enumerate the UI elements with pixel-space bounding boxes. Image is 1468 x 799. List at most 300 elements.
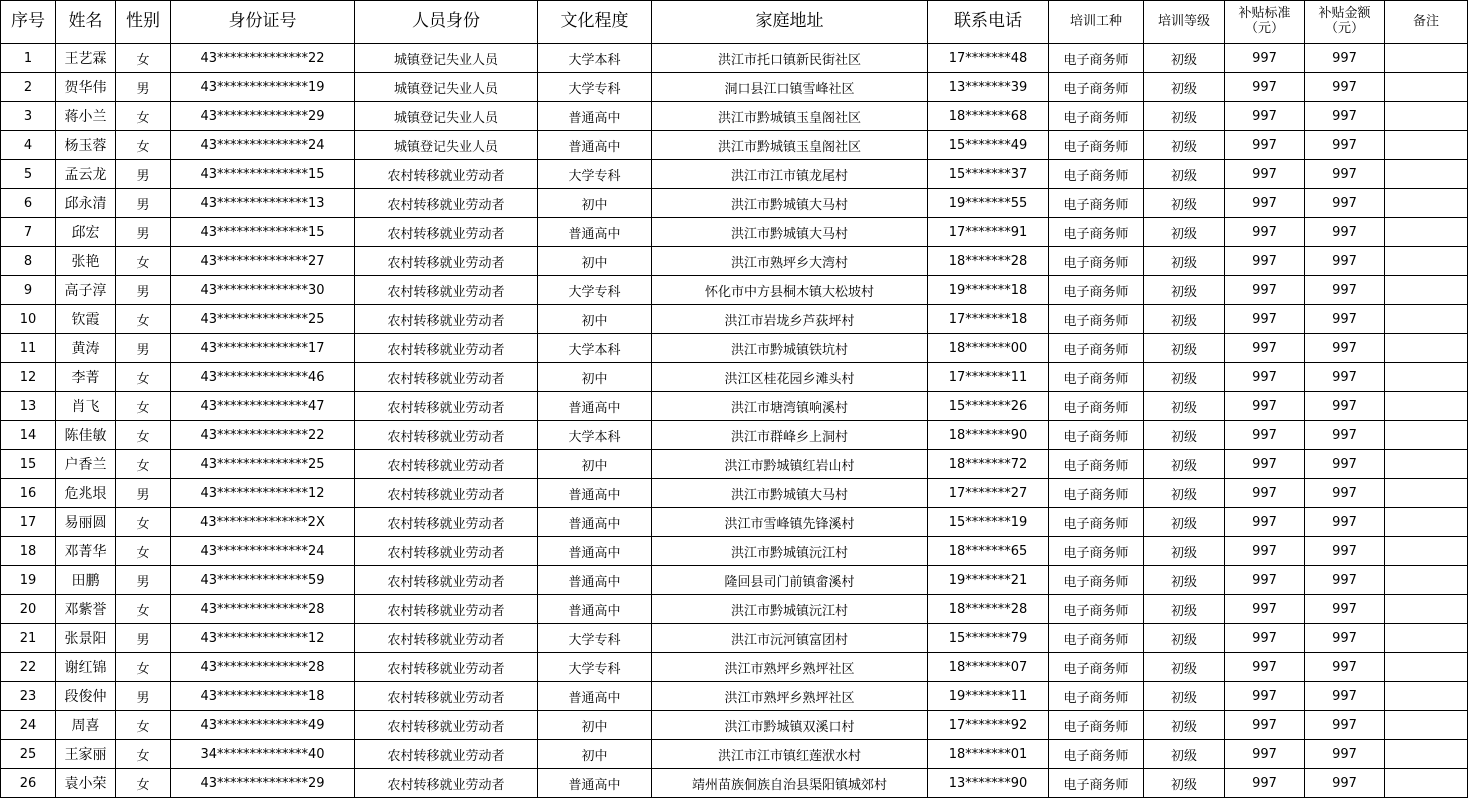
cell-gender: 女 — [116, 711, 171, 740]
header-subsidy-amount — [1305, 1, 1385, 44]
cell-remarks — [1385, 44, 1468, 73]
cell-subsidy-standard: 997 — [1225, 595, 1305, 624]
table-row — [1, 653, 1468, 682]
cell-id-number: 43**************46 — [171, 363, 355, 392]
cell-training-type: 电子商务师 — [1049, 450, 1144, 479]
table-row — [1, 334, 1468, 363]
cell-subsidy-standard: 997 — [1225, 363, 1305, 392]
table-row — [1, 624, 1468, 653]
cell-remarks — [1385, 189, 1468, 218]
cell-training-type: 电子商务师 — [1049, 769, 1144, 798]
cell-training-level: 初级 — [1144, 160, 1225, 189]
header-address: 家庭地址 — [652, 1, 928, 44]
cell-identity: 农村转移就业劳动者 — [355, 421, 538, 450]
cell-identity: 农村转移就业劳动者 — [355, 508, 538, 537]
cell-index: 14 — [1, 421, 56, 450]
cell-index: 22 — [1, 653, 56, 682]
cell-identity: 农村转移就业劳动者 — [355, 653, 538, 682]
cell-identity: 农村转移就业劳动者 — [355, 566, 538, 595]
cell-subsidy-amount: 997 — [1305, 537, 1385, 566]
cell-id-number: 43**************28 — [171, 653, 355, 682]
cell-name: 邱宏 — [56, 218, 116, 247]
cell-remarks — [1385, 218, 1468, 247]
cell-education: 普通高中 — [538, 537, 652, 566]
cell-subsidy-standard: 997 — [1225, 508, 1305, 537]
cell-training-level: 初级 — [1144, 769, 1225, 798]
cell-name: 袁小荣 — [56, 769, 116, 798]
cell-identity: 农村转移就业劳动者 — [355, 189, 538, 218]
cell-identity: 农村转移就业劳动者 — [355, 305, 538, 334]
cell-education: 普通高中 — [538, 682, 652, 711]
cell-training-level: 初级 — [1144, 44, 1225, 73]
cell-phone: 15*******49 — [928, 131, 1049, 160]
cell-phone: 18*******68 — [928, 102, 1049, 131]
cell-training-type: 电子商务师 — [1049, 711, 1144, 740]
cell-gender: 男 — [116, 276, 171, 305]
cell-index: 19 — [1, 566, 56, 595]
cell-id-number: 43**************25 — [171, 450, 355, 479]
cell-name: 田鹏 — [56, 566, 116, 595]
header-training-level: 培训等级 — [1144, 1, 1225, 44]
table-row — [1, 189, 1468, 218]
cell-education: 初中 — [538, 711, 652, 740]
cell-name: 张艳 — [56, 247, 116, 276]
cell-remarks — [1385, 334, 1468, 363]
cell-remarks — [1385, 102, 1468, 131]
cell-name: 钦霞 — [56, 305, 116, 334]
cell-name: 高子淳 — [56, 276, 116, 305]
cell-training-type: 电子商务师 — [1049, 392, 1144, 421]
cell-identity: 农村转移就业劳动者 — [355, 334, 538, 363]
cell-address: 洪江市托口镇新民街社区 — [652, 44, 928, 73]
cell-name: 邓紫誉 — [56, 595, 116, 624]
cell-subsidy-standard: 997 — [1225, 189, 1305, 218]
cell-name: 周喜 — [56, 711, 116, 740]
cell-identity: 农村转移就业劳动者 — [355, 711, 538, 740]
cell-address: 洪江市黔城镇沅江村 — [652, 595, 928, 624]
cell-id-number: 43**************15 — [171, 218, 355, 247]
cell-training-level: 初级 — [1144, 595, 1225, 624]
table-row — [1, 73, 1468, 102]
cell-education: 普通高中 — [538, 769, 652, 798]
cell-training-type: 电子商务师 — [1049, 624, 1144, 653]
cell-id-number: 43**************18 — [171, 682, 355, 711]
cell-training-level: 初级 — [1144, 479, 1225, 508]
cell-subsidy-standard: 997 — [1225, 740, 1305, 769]
cell-name: 谢红锦 — [56, 653, 116, 682]
cell-remarks — [1385, 73, 1468, 102]
cell-identity: 农村转移就业劳动者 — [355, 160, 538, 189]
cell-training-type: 电子商务师 — [1049, 537, 1144, 566]
cell-identity: 城镇登记失业人员 — [355, 44, 538, 73]
cell-subsidy-amount: 997 — [1305, 682, 1385, 711]
cell-index: 20 — [1, 595, 56, 624]
header-subsidy-standard — [1225, 1, 1305, 44]
cell-phone: 18*******01 — [928, 740, 1049, 769]
cell-subsidy-amount: 997 — [1305, 392, 1385, 421]
cell-education: 普通高中 — [538, 508, 652, 537]
cell-address: 洪江市塘湾镇响溪村 — [652, 392, 928, 421]
cell-subsidy-standard: 997 — [1225, 450, 1305, 479]
table-row — [1, 305, 1468, 334]
cell-remarks — [1385, 450, 1468, 479]
cell-phone: 15*******19 — [928, 508, 1049, 537]
cell-address: 洪江市黔城镇红岩山村 — [652, 450, 928, 479]
cell-education: 普通高中 — [538, 218, 652, 247]
cell-subsidy-amount: 997 — [1305, 247, 1385, 276]
cell-subsidy-standard: 997 — [1225, 131, 1305, 160]
header-subsidy-amount-line1: 补贴金额 — [1318, 6, 1371, 22]
cell-index: 6 — [1, 189, 56, 218]
cell-subsidy-amount: 997 — [1305, 653, 1385, 682]
cell-subsidy-amount: 997 — [1305, 624, 1385, 653]
cell-phone: 18*******00 — [928, 334, 1049, 363]
cell-subsidy-standard: 997 — [1225, 479, 1305, 508]
cell-subsidy-standard: 997 — [1225, 218, 1305, 247]
table-row — [1, 44, 1468, 73]
cell-subsidy-standard: 997 — [1225, 305, 1305, 334]
cell-index: 24 — [1, 711, 56, 740]
cell-subsidy-standard: 997 — [1225, 769, 1305, 798]
cell-id-number: 43**************30 — [171, 276, 355, 305]
cell-name: 危兆垠 — [56, 479, 116, 508]
cell-subsidy-amount: 997 — [1305, 218, 1385, 247]
cell-index: 8 — [1, 247, 56, 276]
cell-subsidy-amount: 997 — [1305, 102, 1385, 131]
cell-subsidy-amount: 997 — [1305, 334, 1385, 363]
cell-id-number: 43**************59 — [171, 566, 355, 595]
cell-address: 洞口县江口镇雪峰社区 — [652, 73, 928, 102]
header-index: 序号 — [1, 1, 56, 44]
cell-phone: 18*******65 — [928, 537, 1049, 566]
cell-subsidy-standard: 997 — [1225, 392, 1305, 421]
cell-address: 怀化市中方县桐木镇大松坡村 — [652, 276, 928, 305]
cell-education: 大学本科 — [538, 334, 652, 363]
cell-phone: 17*******18 — [928, 305, 1049, 334]
cell-address: 洪江市黔城镇大马村 — [652, 218, 928, 247]
cell-training-level: 初级 — [1144, 305, 1225, 334]
cell-training-level: 初级 — [1144, 624, 1225, 653]
cell-phone: 18*******72 — [928, 450, 1049, 479]
cell-gender: 女 — [116, 247, 171, 276]
cell-subsidy-amount: 997 — [1305, 305, 1385, 334]
cell-address: 洪江市岩垅乡芦荻坪村 — [652, 305, 928, 334]
cell-index: 5 — [1, 160, 56, 189]
cell-phone: 17*******48 — [928, 44, 1049, 73]
cell-gender: 男 — [116, 624, 171, 653]
cell-address: 洪江市熟坪乡熟坪社区 — [652, 653, 928, 682]
cell-training-level: 初级 — [1144, 421, 1225, 450]
cell-gender: 女 — [116, 537, 171, 566]
cell-gender: 女 — [116, 44, 171, 73]
cell-id-number: 43**************24 — [171, 537, 355, 566]
cell-training-level: 初级 — [1144, 363, 1225, 392]
cell-phone: 18*******28 — [928, 595, 1049, 624]
cell-education: 大学专科 — [538, 653, 652, 682]
table-row — [1, 682, 1468, 711]
cell-name: 户香兰 — [56, 450, 116, 479]
table-row — [1, 508, 1468, 537]
cell-gender: 男 — [116, 566, 171, 595]
cell-education: 初中 — [538, 305, 652, 334]
cell-training-type: 电子商务师 — [1049, 44, 1144, 73]
cell-name: 邓菁华 — [56, 537, 116, 566]
header-remarks: 备注 — [1385, 1, 1468, 44]
cell-subsidy-standard: 997 — [1225, 653, 1305, 682]
cell-address: 洪江市江市镇龙尾村 — [652, 160, 928, 189]
cell-gender: 女 — [116, 392, 171, 421]
table-row — [1, 276, 1468, 305]
cell-id-number: 43**************29 — [171, 769, 355, 798]
cell-training-type: 电子商务师 — [1049, 479, 1144, 508]
cell-gender: 女 — [116, 653, 171, 682]
cell-training-level: 初级 — [1144, 392, 1225, 421]
cell-subsidy-standard: 997 — [1225, 102, 1305, 131]
cell-remarks — [1385, 421, 1468, 450]
header-identity: 人员身份 — [355, 1, 538, 44]
cell-index: 3 — [1, 102, 56, 131]
cell-id-number: 43**************27 — [171, 247, 355, 276]
cell-address: 隆回县司门前镇畲溪村 — [652, 566, 928, 595]
cell-training-type: 电子商务师 — [1049, 102, 1144, 131]
cell-training-level: 初级 — [1144, 218, 1225, 247]
cell-index: 12 — [1, 363, 56, 392]
cell-identity: 城镇登记失业人员 — [355, 102, 538, 131]
cell-remarks — [1385, 740, 1468, 769]
cell-address: 洪江市熟坪乡大湾村 — [652, 247, 928, 276]
cell-phone: 17*******92 — [928, 711, 1049, 740]
cell-gender: 女 — [116, 363, 171, 392]
cell-address: 洪江市沅河镇富团村 — [652, 624, 928, 653]
table-row — [1, 479, 1468, 508]
cell-index: 13 — [1, 392, 56, 421]
cell-gender: 女 — [116, 102, 171, 131]
cell-name: 孟云龙 — [56, 160, 116, 189]
cell-id-number: 43**************22 — [171, 44, 355, 73]
header-name: 姓名 — [56, 1, 116, 44]
cell-index: 11 — [1, 334, 56, 363]
cell-education: 普通高中 — [538, 595, 652, 624]
cell-identity: 农村转移就业劳动者 — [355, 624, 538, 653]
cell-training-level: 初级 — [1144, 682, 1225, 711]
cell-remarks — [1385, 595, 1468, 624]
cell-training-level: 初级 — [1144, 740, 1225, 769]
cell-phone: 15*******26 — [928, 392, 1049, 421]
cell-index: 15 — [1, 450, 56, 479]
cell-identity: 农村转移就业劳动者 — [355, 218, 538, 247]
cell-training-level: 初级 — [1144, 653, 1225, 682]
cell-remarks — [1385, 276, 1468, 305]
cell-education: 普通高中 — [538, 131, 652, 160]
cell-name: 贺华伟 — [56, 73, 116, 102]
cell-training-level: 初级 — [1144, 247, 1225, 276]
cell-education: 初中 — [538, 363, 652, 392]
cell-phone: 19*******11 — [928, 682, 1049, 711]
cell-subsidy-standard: 997 — [1225, 44, 1305, 73]
cell-id-number: 43**************25 — [171, 305, 355, 334]
cell-training-type: 电子商务师 — [1049, 247, 1144, 276]
cell-subsidy-amount: 997 — [1305, 421, 1385, 450]
cell-education: 大学专科 — [538, 160, 652, 189]
cell-subsidy-amount: 997 — [1305, 160, 1385, 189]
cell-training-level: 初级 — [1144, 334, 1225, 363]
cell-name: 段俊仲 — [56, 682, 116, 711]
cell-gender: 男 — [116, 73, 171, 102]
cell-address: 洪江市黔城镇大马村 — [652, 479, 928, 508]
cell-training-type: 电子商务师 — [1049, 305, 1144, 334]
header-row — [1, 1, 1468, 44]
cell-subsidy-standard: 997 — [1225, 334, 1305, 363]
cell-phone: 18*******90 — [928, 421, 1049, 450]
header-education: 文化程度 — [538, 1, 652, 44]
cell-gender: 男 — [116, 334, 171, 363]
cell-gender: 女 — [116, 305, 171, 334]
cell-index: 4 — [1, 131, 56, 160]
cell-remarks — [1385, 624, 1468, 653]
cell-subsidy-amount: 997 — [1305, 44, 1385, 73]
cell-index: 7 — [1, 218, 56, 247]
header-phone: 联系电话 — [928, 1, 1049, 44]
cell-id-number: 43**************17 — [171, 334, 355, 363]
cell-id-number: 43**************15 — [171, 160, 355, 189]
cell-education: 初中 — [538, 450, 652, 479]
cell-index: 16 — [1, 479, 56, 508]
table-row — [1, 392, 1468, 421]
cell-training-level: 初级 — [1144, 537, 1225, 566]
cell-training-level: 初级 — [1144, 73, 1225, 102]
cell-training-type: 电子商务师 — [1049, 566, 1144, 595]
cell-address: 洪江市黔城镇大马村 — [652, 189, 928, 218]
header-gender: 性别 — [116, 1, 171, 44]
cell-education: 大学本科 — [538, 44, 652, 73]
cell-gender: 女 — [116, 769, 171, 798]
cell-address: 靖州苗族侗族自治县渠阳镇城郊村 — [652, 769, 928, 798]
cell-name: 杨玉蓉 — [56, 131, 116, 160]
cell-education: 初中 — [538, 247, 652, 276]
cell-subsidy-standard: 997 — [1225, 537, 1305, 566]
table-row — [1, 537, 1468, 566]
cell-identity: 农村转移就业劳动者 — [355, 276, 538, 305]
cell-phone: 17*******27 — [928, 479, 1049, 508]
cell-subsidy-amount: 997 — [1305, 276, 1385, 305]
cell-training-type: 电子商务师 — [1049, 421, 1144, 450]
cell-name: 邱永清 — [56, 189, 116, 218]
cell-identity: 城镇登记失业人员 — [355, 131, 538, 160]
cell-gender: 女 — [116, 740, 171, 769]
cell-identity: 农村转移就业劳动者 — [355, 740, 538, 769]
cell-address: 洪江市黔城镇沅江村 — [652, 537, 928, 566]
cell-address: 洪江市黔城镇双溪口村 — [652, 711, 928, 740]
cell-index: 21 — [1, 624, 56, 653]
cell-index: 18 — [1, 537, 56, 566]
cell-subsidy-amount: 997 — [1305, 131, 1385, 160]
cell-subsidy-amount: 997 — [1305, 363, 1385, 392]
cell-address: 洪江市熟坪乡熟坪社区 — [652, 682, 928, 711]
cell-training-level: 初级 — [1144, 508, 1225, 537]
cell-id-number: 43**************19 — [171, 73, 355, 102]
cell-id-number: 43**************28 — [171, 595, 355, 624]
cell-id-number: 43**************29 — [171, 102, 355, 131]
cell-subsidy-amount: 997 — [1305, 740, 1385, 769]
cell-name: 蒋小兰 — [56, 102, 116, 131]
cell-identity: 农村转移就业劳动者 — [355, 247, 538, 276]
table-row — [1, 566, 1468, 595]
cell-name: 王艺霖 — [56, 44, 116, 73]
cell-remarks — [1385, 305, 1468, 334]
cell-training-type: 电子商务师 — [1049, 218, 1144, 247]
cell-address: 洪江市江市镇红莲洑水村 — [652, 740, 928, 769]
cell-index: 25 — [1, 740, 56, 769]
cell-name: 肖飞 — [56, 392, 116, 421]
cell-address: 洪江区桂花园乡滩头村 — [652, 363, 928, 392]
cell-name: 易丽圆 — [56, 508, 116, 537]
cell-subsidy-standard: 997 — [1225, 682, 1305, 711]
cell-gender: 男 — [116, 160, 171, 189]
header-id-number: 身份证号 — [171, 1, 355, 44]
cell-education: 大学专科 — [538, 624, 652, 653]
cell-training-level: 初级 — [1144, 189, 1225, 218]
cell-training-type: 电子商务师 — [1049, 508, 1144, 537]
cell-id-number: 34**************40 — [171, 740, 355, 769]
cell-subsidy-amount: 997 — [1305, 566, 1385, 595]
cell-subsidy-amount: 997 — [1305, 508, 1385, 537]
table-row — [1, 711, 1468, 740]
table-row — [1, 218, 1468, 247]
cell-remarks — [1385, 363, 1468, 392]
table-row — [1, 740, 1468, 769]
cell-training-level: 初级 — [1144, 102, 1225, 131]
cell-subsidy-amount: 997 — [1305, 595, 1385, 624]
table-row — [1, 363, 1468, 392]
cell-training-type: 电子商务师 — [1049, 653, 1144, 682]
cell-name: 陈佳敏 — [56, 421, 116, 450]
cell-identity: 农村转移就业劳动者 — [355, 392, 538, 421]
cell-identity: 农村转移就业劳动者 — [355, 363, 538, 392]
cell-education: 大学专科 — [538, 276, 652, 305]
cell-index: 17 — [1, 508, 56, 537]
cell-training-type: 电子商务师 — [1049, 160, 1144, 189]
cell-gender: 女 — [116, 595, 171, 624]
cell-subsidy-amount: 997 — [1305, 769, 1385, 798]
cell-phone: 19*******21 — [928, 566, 1049, 595]
cell-education: 大学专科 — [538, 73, 652, 102]
cell-phone: 19*******55 — [928, 189, 1049, 218]
table-row — [1, 450, 1468, 479]
cell-phone: 13*******90 — [928, 769, 1049, 798]
cell-subsidy-standard: 997 — [1225, 421, 1305, 450]
cell-phone: 15*******37 — [928, 160, 1049, 189]
cell-remarks — [1385, 131, 1468, 160]
table-row — [1, 769, 1468, 798]
cell-identity: 农村转移就业劳动者 — [355, 682, 538, 711]
cell-subsidy-amount: 997 — [1305, 711, 1385, 740]
cell-subsidy-standard: 997 — [1225, 711, 1305, 740]
table-row — [1, 247, 1468, 276]
cell-subsidy-standard: 997 — [1225, 160, 1305, 189]
cell-subsidy-standard: 997 — [1225, 247, 1305, 276]
cell-training-type: 电子商务师 — [1049, 73, 1144, 102]
cell-subsidy-standard: 997 — [1225, 73, 1305, 102]
cell-address: 洪江市黔城镇铁坑村 — [652, 334, 928, 363]
cell-gender: 女 — [116, 421, 171, 450]
cell-remarks — [1385, 479, 1468, 508]
table-row — [1, 421, 1468, 450]
cell-identity: 农村转移就业劳动者 — [355, 450, 538, 479]
cell-remarks — [1385, 566, 1468, 595]
cell-phone: 17*******91 — [928, 218, 1049, 247]
cell-training-level: 初级 — [1144, 566, 1225, 595]
cell-id-number: 43**************2X — [171, 508, 355, 537]
